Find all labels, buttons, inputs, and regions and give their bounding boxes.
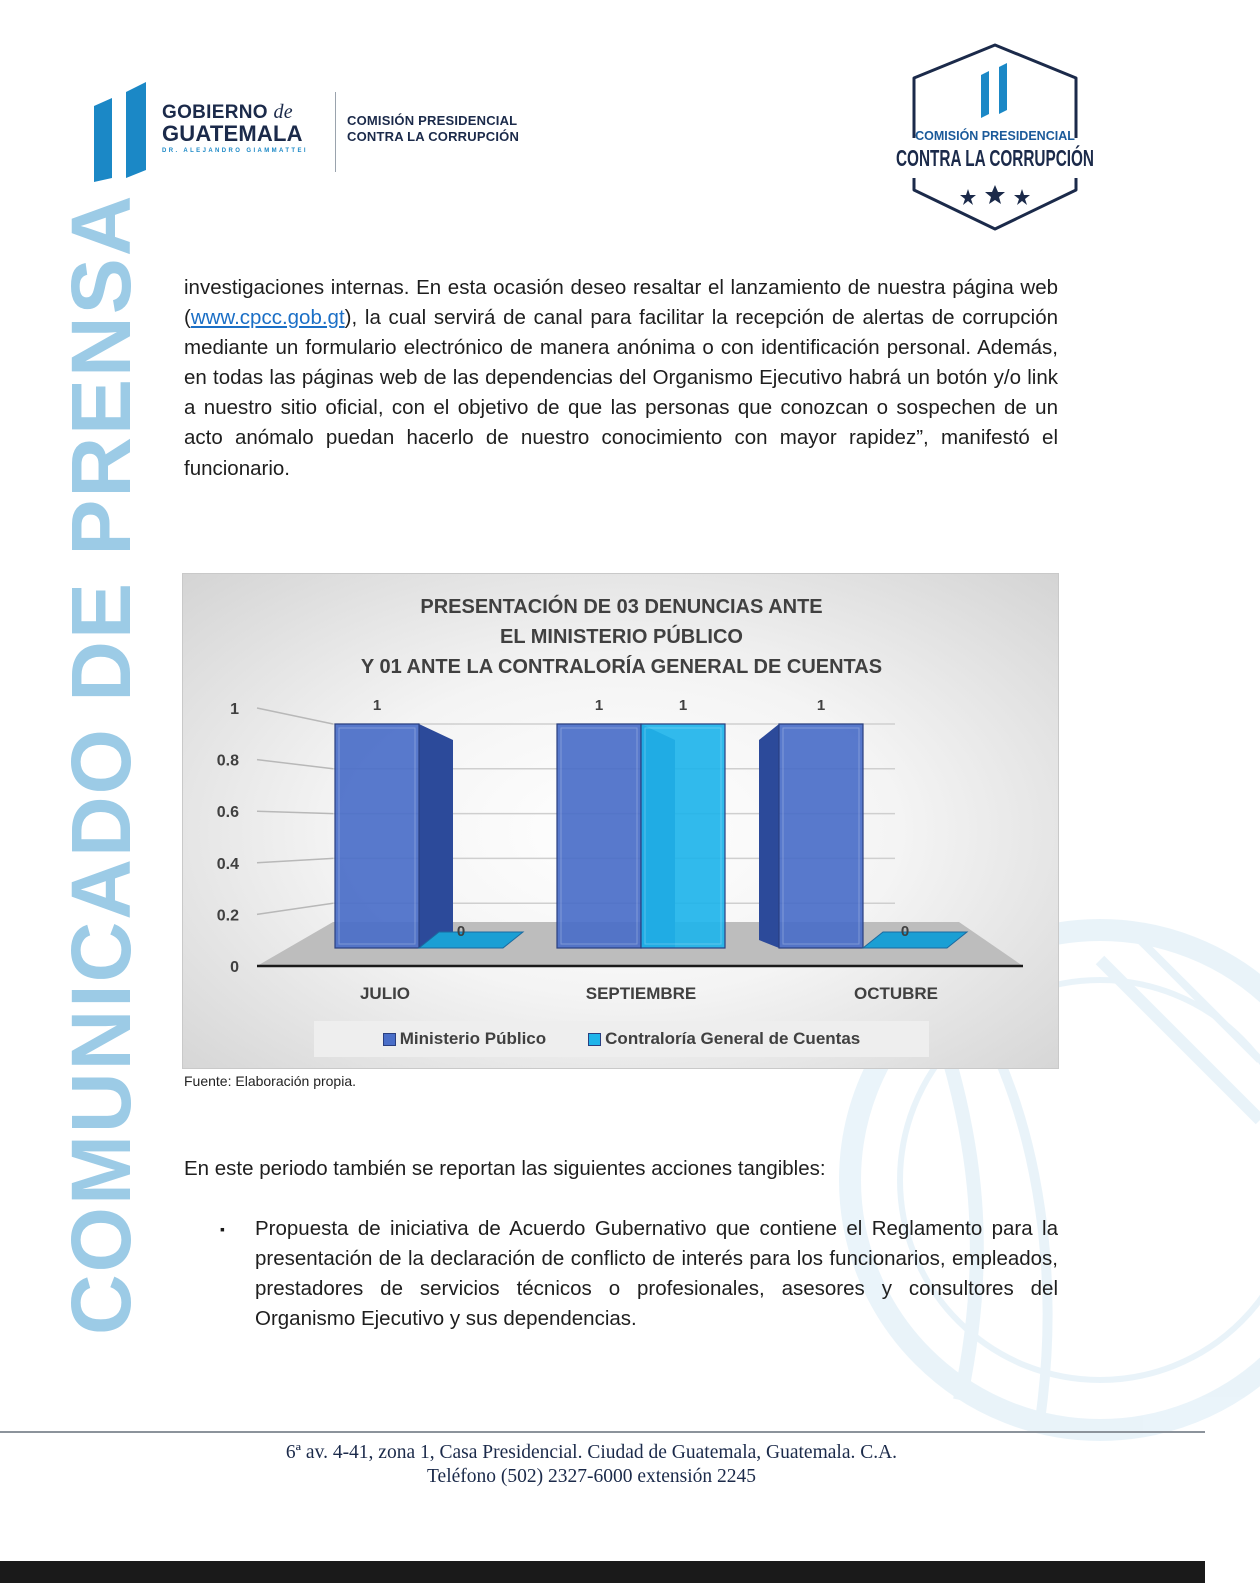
paragraph-1 [184, 273, 1058, 484]
chart-source-note: Fuente: Elaboración propia. [184, 1073, 356, 1089]
bar-side [419, 724, 453, 948]
bar-data-label: 1 [816, 697, 826, 714]
chart-title-line-1: PRESENTACIÓN DE 03 DENUNCIAS ANTE [420, 596, 823, 618]
x-category-label: SEPTIEMBRE [585, 984, 697, 1003]
footer-divider [0, 1431, 1205, 1433]
badge-line2: CONTRA LA CORRUPCIÓN [896, 145, 1194, 171]
bottom-bar [0, 1561, 1205, 1583]
paragraph-1-text-a: investigaciones internas. En esta ocasión deseo resaltar el lanzamiento de nuestra página web ( [184, 276, 1058, 330]
bar-side [759, 724, 779, 948]
footer-line-1: 6ª av. 4-41, zona 1, Casa Presidencial. Ciudad de Guatemala, Guatemala. C.A. [285, 1442, 898, 1463]
gobierno-bars-icon [94, 82, 154, 182]
side-title: COMUNICADO DE PRENSA [54, 193, 148, 1335]
chart-legend [314, 1021, 929, 1057]
bar-data-label: 1 [372, 697, 382, 714]
header-divider [335, 92, 336, 172]
legend-label-contraloria: Contraloría General de Cuentas [605, 1029, 861, 1048]
y-tick-label: 0.6 [216, 804, 239, 822]
y-tick-label: 1 [230, 701, 239, 718]
comision-badge [893, 40, 1194, 234]
bar-data-label: 1 [678, 697, 688, 714]
legend-label-ministerio: Ministerio Público [399, 1029, 547, 1048]
gridline-depth [257, 811, 333, 813]
x-category-label: JULIO [359, 984, 411, 1003]
gridline-depth [257, 903, 333, 914]
bar [641, 724, 725, 948]
gridline-depth [257, 760, 333, 769]
gridline-depth [257, 708, 333, 724]
comision-line1: COMISIÓN PRESIDENCIAL [347, 113, 518, 128]
bar [335, 724, 419, 948]
bar-data-label: 1 [594, 697, 604, 714]
gov-line1: GOBIERNO [162, 102, 268, 123]
y-tick-label: 0.8 [216, 752, 239, 770]
badge-line1: COMISIÓN PRESIDENCIAL [915, 129, 1075, 143]
bullet-item-1: Propuesta de iniciativa de Acuerdo Gubernativo que contiene el Reglamento para la presentación de la declaración de conflicto de interés para los funcionarios, empleados, prestadores de servicios técnicos o profesionales, asesores y consultores del Organismo Ejecutivo y sus dependencias. [255, 1217, 1058, 1331]
x-category-label: OCTUBRE [853, 984, 939, 1003]
footer-address [0, 1441, 1183, 1489]
comision-line2: CONTRA LA CORRUPCIÓN [347, 129, 520, 144]
bar-data-label: 0 [456, 923, 466, 940]
website-link[interactable]: www.cpcc.gob.gt [190, 306, 345, 330]
bar [557, 724, 641, 948]
y-tick-label: 0.4 [216, 855, 239, 873]
bullet-marker: ▪ [220, 1221, 225, 1237]
y-tick-label: 0.2 [216, 907, 239, 925]
footer-line-2: Teléfono (502) 2327-6000 extensión 2245 [427, 1466, 756, 1487]
chart-plot [183, 574, 1060, 1070]
chart-title-line-3: Y 01 ANTE LA CONTRALORÍA GENERAL DE CUENTAS [360, 656, 883, 678]
gridline-depth [257, 858, 333, 862]
bar [779, 724, 863, 948]
gov-line2: GUATEMALA [162, 121, 303, 146]
comision-label [347, 113, 519, 145]
gov-de: de [273, 101, 293, 123]
chart-title-line-2: EL MINISTERIO PÚBLICO [500, 626, 743, 648]
legend-item-contraloria [588, 1029, 860, 1049]
bar-data-label: 0 [900, 923, 910, 940]
gov-president: DR. ALEJANDRO GIAMMATTEI [162, 148, 308, 154]
denuncias-chart [182, 573, 1059, 1069]
paragraph-1-text-b: ), la cual servirá de canal para facilitar la recepción de alertas de corrupción mediante un formulario electrónico de manera anónima o con identificación personal. Además, en todas las páginas web de las dependencias del Organismo Ejecutivo habrá un botón y/o link a nuestro sitio oficial, con el objetivo de que las personas que conozcan o sospechen de un acto anómalo puedan hacerlo de nuestro conocimiento con mayor rapidez”, manifestó el funcionario. [184, 306, 1058, 480]
paragraph-2: En este periodo también se reportan las siguientes acciones tangibles: [184, 1157, 826, 1180]
legend-swatch-ministerio [383, 1033, 396, 1046]
legend-swatch-contraloria [588, 1033, 601, 1046]
legend-item-ministerio [383, 1029, 546, 1049]
y-tick-label: 0 [230, 959, 239, 976]
